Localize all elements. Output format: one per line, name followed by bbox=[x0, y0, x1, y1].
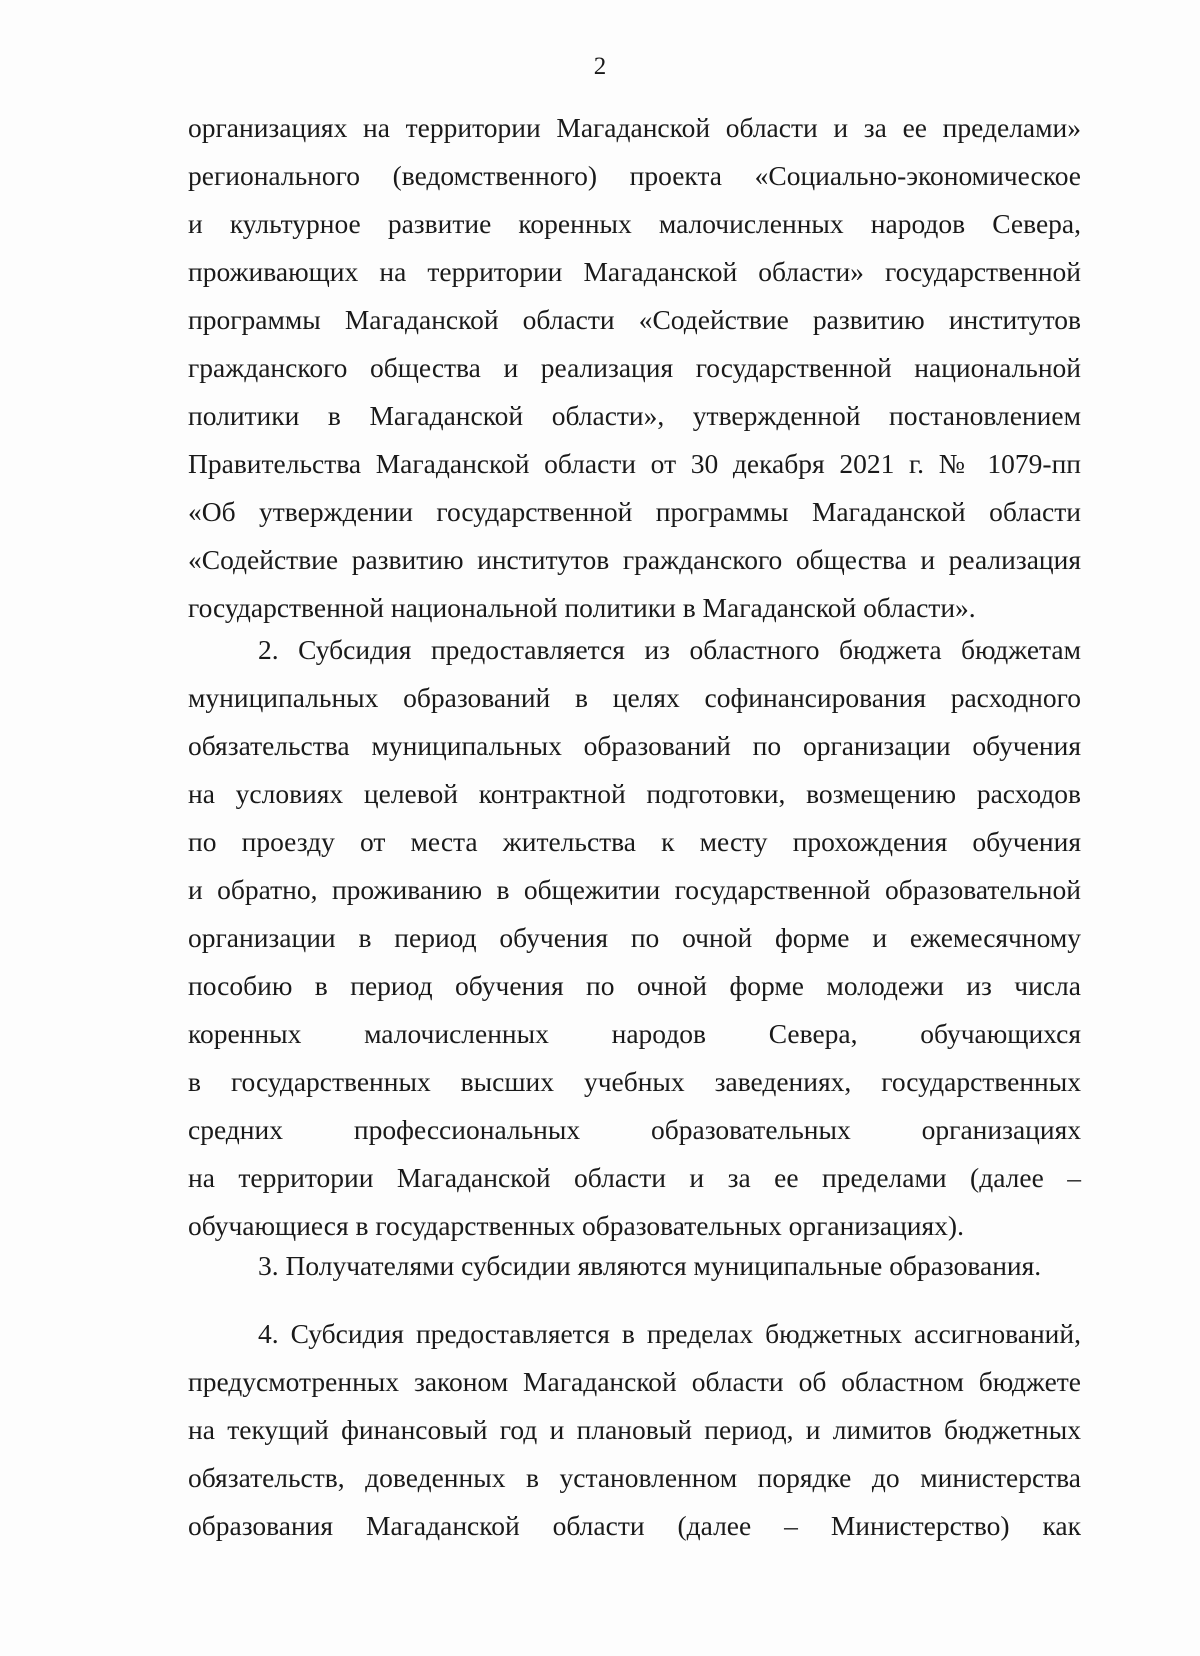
text-line: образования Магаданской области (далее – Министерство) как bbox=[188, 1510, 1081, 1541]
text-line: муниципальных образований в целях софинансирования расходного bbox=[188, 682, 1081, 713]
text-line: на текущий финансовый год и плановый период, и лимитов бюджетных bbox=[188, 1414, 1081, 1445]
text-line: обязательства муниципальных образований по организации обучения bbox=[188, 730, 1081, 761]
text-line: на условиях целевой контрактной подготовки, возмещению расходов bbox=[188, 778, 1081, 809]
text-line: на территории Магаданской области и за ее пределами (далее – bbox=[188, 1162, 1081, 1193]
text-line: по проезду от места жительства к месту прохождения обучения bbox=[188, 826, 1081, 857]
text-line: 4. Субсидия предоставляется в пределах бюджетных ассигнований, bbox=[258, 1318, 1081, 1349]
text-line: в государственных высших учебных заведениях, государственных bbox=[188, 1066, 1081, 1097]
text-line: обучающиеся в государственных образовательных организациях). bbox=[188, 1210, 964, 1241]
page-number: 2 bbox=[593, 53, 607, 80]
text-line: проживающих на территории Магаданской области» государственной bbox=[188, 256, 1081, 287]
text-line: и культурное развитие коренных малочисленных народов Севера, bbox=[188, 208, 1081, 239]
text-line: 3. Получателями субсидии являются муниципальные образования. bbox=[258, 1250, 1042, 1281]
paragraph-4 bbox=[188, 1310, 1081, 1550]
text-line: средних профессиональных образовательных организациях bbox=[188, 1114, 1081, 1145]
text-line: политики в Магаданской области», утвержденной постановлением bbox=[188, 400, 1081, 431]
text-line: коренных малочисленных народов Севера, обучающихся bbox=[188, 1018, 1081, 1049]
text-line: программы Магаданской области «Содействие развитию институтов bbox=[188, 304, 1081, 335]
text-line: гражданского общества и реализация государственной национальной bbox=[188, 352, 1081, 383]
text-line: Правительства Магаданской области от 30 декабря 2021 г. № 1079-пп bbox=[188, 448, 1081, 479]
text-line: 2. Субсидия предоставляется из областного бюджета бюджетам bbox=[258, 634, 1081, 665]
text-line: государственной национальной политики в Магаданской области». bbox=[188, 592, 976, 623]
paragraph-2 bbox=[188, 626, 1081, 1250]
text-line: регионального (ведомственного) проекта «Социально-экономическое bbox=[188, 160, 1081, 191]
paragraph-continued bbox=[188, 104, 1081, 632]
paragraph-3 bbox=[188, 1242, 1081, 1290]
text-line: обязательств, доведенных в установленном порядке до министерства bbox=[188, 1462, 1081, 1493]
text-line: организациях на территории Магаданской области и за ее пределами» bbox=[188, 112, 1081, 143]
text-line: «Об утверждении государственной программы Магаданской области bbox=[188, 496, 1081, 527]
text-line: организации в период обучения по очной форме и ежемесячному bbox=[188, 922, 1081, 953]
text-line: «Содействие развитию институтов гражданского общества и реализация bbox=[188, 544, 1081, 575]
text-line: пособию в период обучения по очной форме молодежи из числа bbox=[188, 970, 1081, 1001]
text-line: предусмотренных законом Магаданской области об областном бюджете bbox=[188, 1366, 1081, 1397]
text-line: и обратно, проживанию в общежитии государственной образовательной bbox=[188, 874, 1081, 905]
